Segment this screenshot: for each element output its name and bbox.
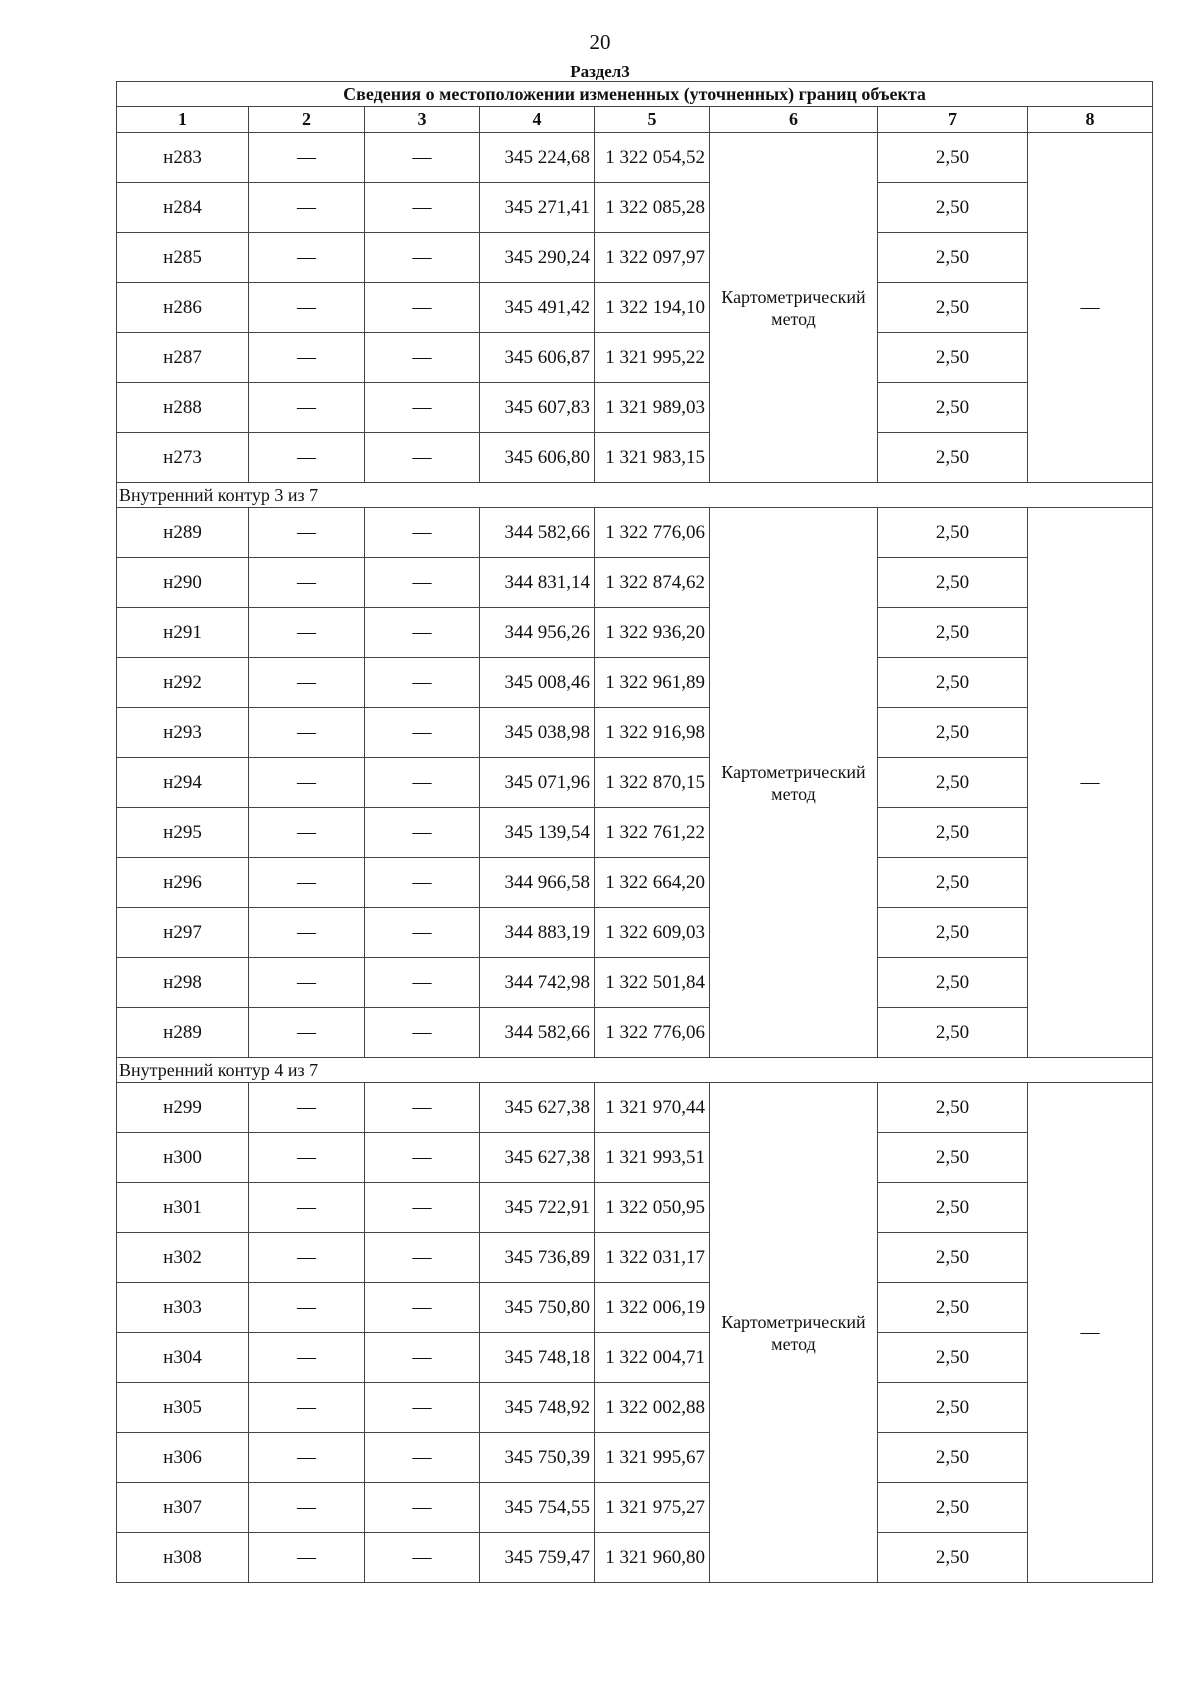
accuracy-value: 2,50 — [878, 558, 1028, 608]
col3-value: — — [365, 383, 480, 433]
method-cell: Картометрический метод — [710, 508, 878, 1058]
point-name: н295 — [117, 808, 249, 858]
column-number-2: 2 — [249, 107, 365, 133]
y-coordinate: 1 322 961,89 — [595, 658, 710, 708]
col2-value: — — [249, 1133, 365, 1183]
point-name: н288 — [117, 383, 249, 433]
point-name: н303 — [117, 1283, 249, 1333]
accuracy-value: 2,50 — [878, 1133, 1028, 1183]
point-name: н307 — [117, 1483, 249, 1533]
table-row — [117, 558, 1153, 608]
accuracy-value: 2,50 — [878, 1333, 1028, 1383]
y-coordinate: 1 322 501,84 — [595, 958, 710, 1008]
x-coordinate: 345 748,18 — [480, 1333, 595, 1383]
col3-value: — — [365, 183, 480, 233]
point-name: н298 — [117, 958, 249, 1008]
column-number-5: 5 — [595, 107, 710, 133]
accuracy-value: 2,50 — [878, 508, 1028, 558]
col3-value: — — [365, 333, 480, 383]
accuracy-value: 2,50 — [878, 908, 1028, 958]
accuracy-value: 2,50 — [878, 608, 1028, 658]
method-cell: Картометрический метод — [710, 1083, 878, 1583]
col3-value: — — [365, 958, 480, 1008]
y-coordinate: 1 322 054,52 — [595, 133, 710, 183]
y-coordinate: 1 322 085,28 — [595, 183, 710, 233]
col3-value: — — [365, 558, 480, 608]
col3-value: — — [365, 283, 480, 333]
contour-label-row — [117, 1058, 1153, 1083]
y-coordinate: 1 322 194,10 — [595, 283, 710, 333]
page-number: 20 — [589, 30, 611, 54]
table-row — [117, 1133, 1153, 1183]
table-row — [117, 283, 1153, 333]
table-body — [117, 133, 1153, 1583]
col2-value: — — [249, 183, 365, 233]
table-row — [117, 808, 1153, 858]
y-coordinate: 1 321 960,80 — [595, 1533, 710, 1583]
table-row — [117, 708, 1153, 758]
y-coordinate: 1 322 776,06 — [595, 508, 710, 558]
x-coordinate: 345 627,38 — [480, 1083, 595, 1133]
table-row — [117, 1483, 1153, 1533]
accuracy-value: 2,50 — [878, 183, 1028, 233]
col2-value: — — [249, 1483, 365, 1533]
col3-value: — — [365, 808, 480, 858]
table-row — [117, 433, 1153, 483]
point-name: н304 — [117, 1333, 249, 1383]
col3-value: — — [365, 1383, 480, 1433]
x-coordinate: 344 742,98 — [480, 958, 595, 1008]
accuracy-value: 2,50 — [878, 808, 1028, 858]
point-name: н291 — [117, 608, 249, 658]
x-coordinate: 345 139,54 — [480, 808, 595, 858]
point-name: н284 — [117, 183, 249, 233]
col2-value: — — [249, 858, 365, 908]
col3-value: — — [365, 758, 480, 808]
column-number-8: 8 — [1028, 107, 1153, 133]
col2-value: — — [249, 383, 365, 433]
col2-value: — — [249, 1233, 365, 1283]
table-row — [117, 858, 1153, 908]
col3-value: — — [365, 608, 480, 658]
contour-label: Внутренний контур 3 из 7 — [117, 483, 1153, 508]
x-coordinate: 344 966,58 — [480, 858, 595, 908]
x-coordinate: 344 956,26 — [480, 608, 595, 658]
accuracy-value: 2,50 — [878, 858, 1028, 908]
y-coordinate: 1 322 097,97 — [595, 233, 710, 283]
col2-value: — — [249, 808, 365, 858]
x-coordinate: 344 582,66 — [480, 1008, 595, 1058]
accuracy-value: 2,50 — [878, 658, 1028, 708]
x-coordinate: 345 224,68 — [480, 133, 595, 183]
accuracy-value: 2,50 — [878, 1483, 1028, 1533]
col3-value: — — [365, 1483, 480, 1533]
accuracy-value: 2,50 — [878, 1008, 1028, 1058]
col3-value: — — [365, 1283, 480, 1333]
col2-value: — — [249, 433, 365, 483]
section-title: Раздел3 — [570, 62, 630, 81]
column-number-3: 3 — [365, 107, 480, 133]
contour-label: Внутренний контур 4 из 7 — [117, 1058, 1153, 1083]
point-name: н301 — [117, 1183, 249, 1233]
table-row — [117, 333, 1153, 383]
accuracy-value: 2,50 — [878, 283, 1028, 333]
accuracy-value: 2,50 — [878, 1433, 1028, 1483]
point-name: н300 — [117, 1133, 249, 1183]
point-name: н289 — [117, 508, 249, 558]
col2-value: — — [249, 508, 365, 558]
point-name: н283 — [117, 133, 249, 183]
accuracy-value: 2,50 — [878, 958, 1028, 1008]
point-name: н299 — [117, 1083, 249, 1133]
col2-value: — — [249, 1533, 365, 1583]
accuracy-value: 2,50 — [878, 433, 1028, 483]
x-coordinate: 344 883,19 — [480, 908, 595, 958]
column-number-1: 1 — [117, 107, 249, 133]
accuracy-value: 2,50 — [878, 383, 1028, 433]
accuracy-value: 2,50 — [878, 133, 1028, 183]
accuracy-value: 2,50 — [878, 1383, 1028, 1433]
col2-value: — — [249, 333, 365, 383]
table-row — [117, 233, 1153, 283]
point-name: н306 — [117, 1433, 249, 1483]
column-number-4: 4 — [480, 107, 595, 133]
y-coordinate: 1 321 983,15 — [595, 433, 710, 483]
col2-value: — — [249, 758, 365, 808]
col3-value: — — [365, 1008, 480, 1058]
col3-value: — — [365, 908, 480, 958]
table-row — [117, 958, 1153, 1008]
accuracy-value: 2,50 — [878, 1533, 1028, 1583]
x-coordinate: 345 008,46 — [480, 658, 595, 708]
y-coordinate: 1 322 031,17 — [595, 1233, 710, 1283]
table-row — [117, 1433, 1153, 1483]
x-coordinate: 345 271,41 — [480, 183, 595, 233]
x-coordinate: 345 750,39 — [480, 1433, 595, 1483]
accuracy-value: 2,50 — [878, 1083, 1028, 1133]
accuracy-value: 2,50 — [878, 1283, 1028, 1333]
point-name: н285 — [117, 233, 249, 283]
table-row — [117, 1183, 1153, 1233]
column-number-6: 6 — [710, 107, 878, 133]
y-coordinate: 1 322 936,20 — [595, 608, 710, 658]
accuracy-value: 2,50 — [878, 1183, 1028, 1233]
x-coordinate: 345 627,38 — [480, 1133, 595, 1183]
accuracy-value: 2,50 — [878, 1233, 1028, 1283]
point-name: н302 — [117, 1233, 249, 1283]
table-caption: Сведения о местоположении измененных (уточненных) границ объекта — [117, 82, 1153, 107]
point-name: н292 — [117, 658, 249, 708]
y-coordinate: 1 322 761,22 — [595, 808, 710, 858]
col2-value: — — [249, 658, 365, 708]
accuracy-value: 2,50 — [878, 708, 1028, 758]
x-coordinate: 345 754,55 — [480, 1483, 595, 1533]
y-coordinate: 1 322 870,15 — [595, 758, 710, 808]
point-name: н273 — [117, 433, 249, 483]
table-row — [117, 1333, 1153, 1383]
col3-value: — — [365, 1233, 480, 1283]
table-row — [117, 1383, 1153, 1433]
x-coordinate: 345 290,24 — [480, 233, 595, 283]
table-row — [117, 1008, 1153, 1058]
x-coordinate: 344 582,66 — [480, 508, 595, 558]
column-number-7: 7 — [878, 107, 1028, 133]
table-row — [117, 133, 1153, 183]
y-coordinate: 1 321 995,22 — [595, 333, 710, 383]
table-row — [117, 608, 1153, 658]
contour-label-row — [117, 483, 1153, 508]
y-coordinate: 1 322 006,19 — [595, 1283, 710, 1333]
col2-value: — — [249, 908, 365, 958]
point-name: н293 — [117, 708, 249, 758]
table-row — [117, 1083, 1153, 1133]
point-name: н286 — [117, 283, 249, 333]
accuracy-value: 2,50 — [878, 758, 1028, 808]
table-row — [117, 1233, 1153, 1283]
col2-value: — — [249, 1083, 365, 1133]
x-coordinate: 345 071,96 — [480, 758, 595, 808]
x-coordinate: 345 606,87 — [480, 333, 595, 383]
point-name: н308 — [117, 1533, 249, 1583]
col2-value: — — [249, 1383, 365, 1433]
point-name: н289 — [117, 1008, 249, 1058]
col2-value: — — [249, 1433, 365, 1483]
accuracy-value: 2,50 — [878, 233, 1028, 283]
table-row — [117, 383, 1153, 433]
y-coordinate: 1 322 664,20 — [595, 858, 710, 908]
col3-value: — — [365, 508, 480, 558]
col2-value: — — [249, 133, 365, 183]
x-coordinate: 345 736,89 — [480, 1233, 595, 1283]
table-row — [117, 1533, 1153, 1583]
point-name: н287 — [117, 333, 249, 383]
y-coordinate: 1 321 970,44 — [595, 1083, 710, 1133]
x-coordinate: 345 038,98 — [480, 708, 595, 758]
x-coordinate: 345 491,42 — [480, 283, 595, 333]
col3-value: — — [365, 1533, 480, 1583]
col2-value: — — [249, 558, 365, 608]
col3-value: — — [365, 1133, 480, 1183]
table-row — [117, 658, 1153, 708]
y-coordinate: 1 321 993,51 — [595, 1133, 710, 1183]
table-row — [117, 183, 1153, 233]
col3-value: — — [365, 708, 480, 758]
y-coordinate: 1 321 975,27 — [595, 1483, 710, 1533]
col3-value: — — [365, 1433, 480, 1483]
col3-value: — — [365, 133, 480, 183]
y-coordinate: 1 321 989,03 — [595, 383, 710, 433]
col8-value: — — [1028, 133, 1153, 483]
col2-value: — — [249, 958, 365, 1008]
x-coordinate: 345 759,47 — [480, 1533, 595, 1583]
y-coordinate: 1 322 002,88 — [595, 1383, 710, 1433]
col2-value: — — [249, 233, 365, 283]
x-coordinate: 345 750,80 — [480, 1283, 595, 1333]
x-coordinate: 345 722,91 — [480, 1183, 595, 1233]
x-coordinate: 344 831,14 — [480, 558, 595, 608]
point-name: н290 — [117, 558, 249, 608]
point-name: н296 — [117, 858, 249, 908]
table-row — [117, 908, 1153, 958]
y-coordinate: 1 322 916,98 — [595, 708, 710, 758]
col3-value: — — [365, 1083, 480, 1133]
method-cell: Картометрический метод — [710, 133, 878, 483]
col2-value: — — [249, 283, 365, 333]
x-coordinate: 345 606,80 — [480, 433, 595, 483]
col3-value: — — [365, 433, 480, 483]
col3-value: — — [365, 858, 480, 908]
col3-value: — — [365, 1183, 480, 1233]
col2-value: — — [249, 1183, 365, 1233]
col3-value: — — [365, 1333, 480, 1383]
col3-value: — — [365, 233, 480, 283]
point-name: н297 — [117, 908, 249, 958]
column-numbers-row — [117, 107, 1153, 133]
col2-value: — — [249, 1283, 365, 1333]
y-coordinate: 1 322 609,03 — [595, 908, 710, 958]
point-name: н305 — [117, 1383, 249, 1433]
col2-value: — — [249, 708, 365, 758]
table-row — [117, 1283, 1153, 1333]
table-row — [117, 508, 1153, 558]
accuracy-value: 2,50 — [878, 333, 1028, 383]
x-coordinate: 345 748,92 — [480, 1383, 595, 1433]
col8-value: — — [1028, 508, 1153, 1058]
x-coordinate: 345 607,83 — [480, 383, 595, 433]
col2-value: — — [249, 1333, 365, 1383]
col3-value: — — [365, 658, 480, 708]
col2-value: — — [249, 1008, 365, 1058]
table-row — [117, 758, 1153, 808]
y-coordinate: 1 321 995,67 — [595, 1433, 710, 1483]
col8-value: — — [1028, 1083, 1153, 1583]
col2-value: — — [249, 608, 365, 658]
boundary-coordinates-table — [116, 81, 1153, 1583]
y-coordinate: 1 322 874,62 — [595, 558, 710, 608]
y-coordinate: 1 322 050,95 — [595, 1183, 710, 1233]
point-name: н294 — [117, 758, 249, 808]
y-coordinate: 1 322 004,71 — [595, 1333, 710, 1383]
y-coordinate: 1 322 776,06 — [595, 1008, 710, 1058]
